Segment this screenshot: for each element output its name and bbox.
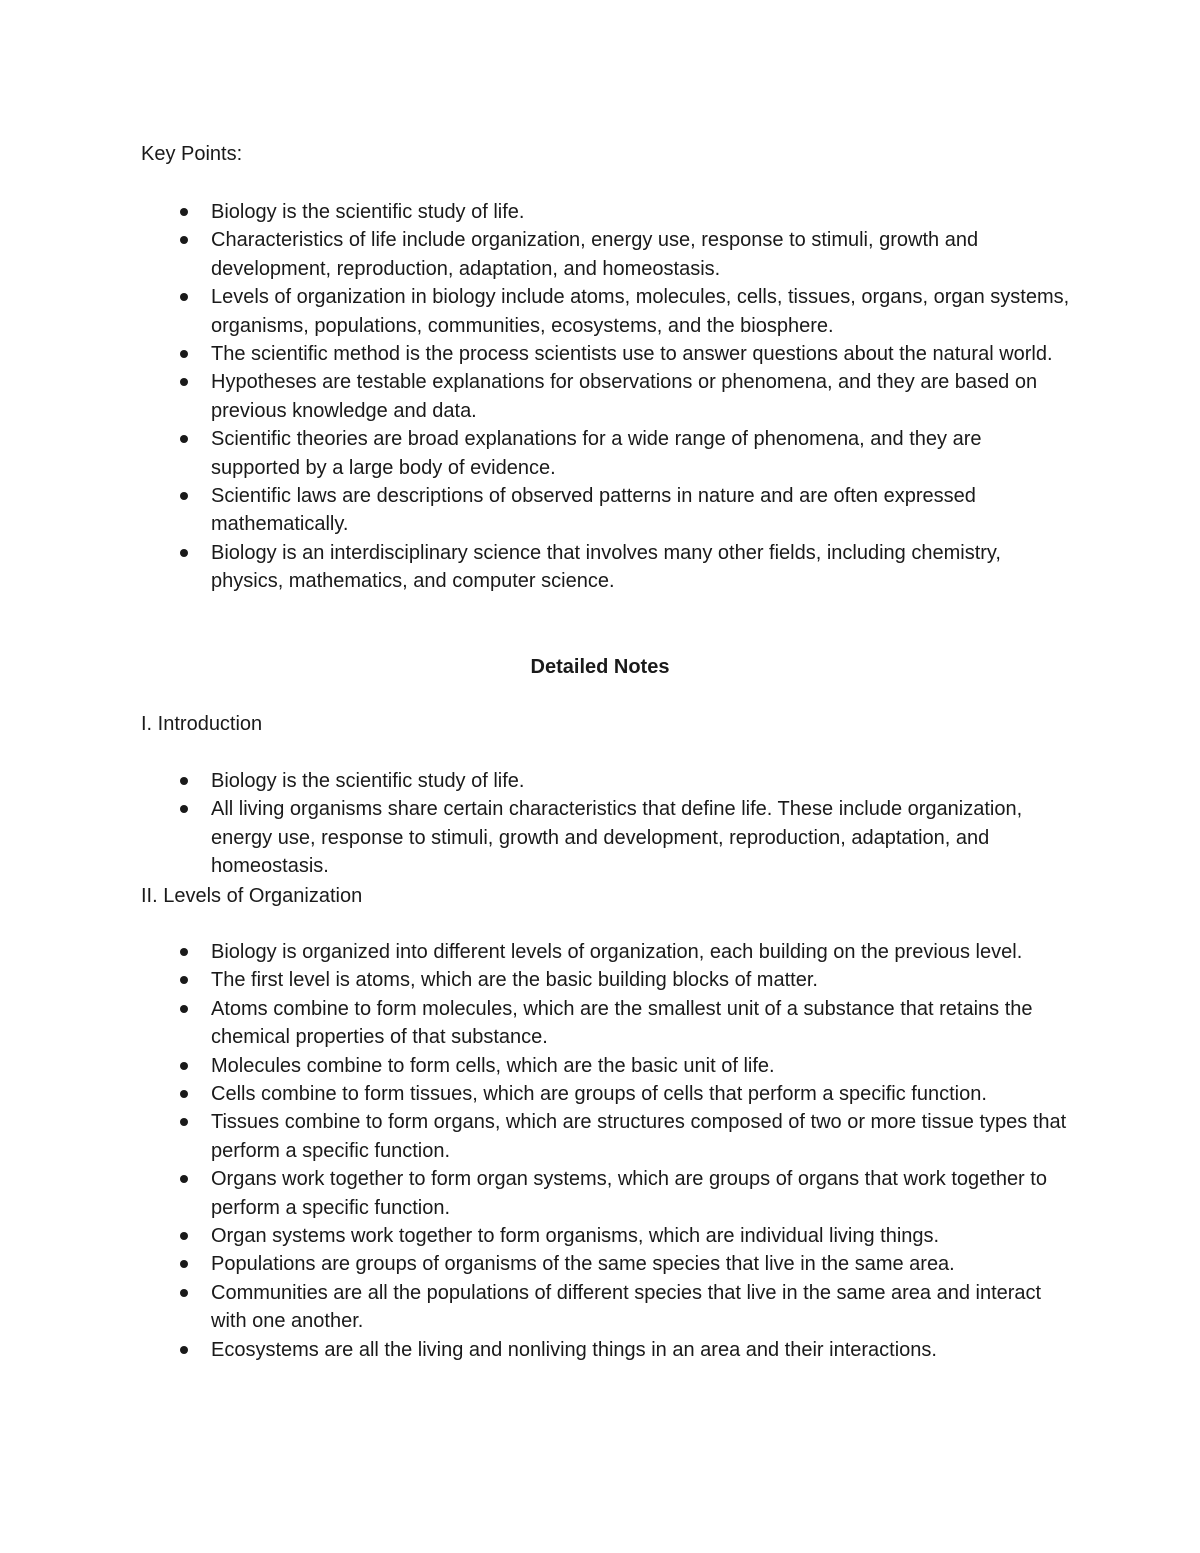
key-points-label: Key Points: [141,143,243,165]
list-item: All living organisms share certain characteristics that define life. These include organization, energy use, response to stimuli, growth and development, reproduction, adaptation, and homeostasis. [0,795,1071,880]
bullet-icon [180,1175,188,1183]
list-item: Cells combine to form tissues, which are groups of cells that perform a specific function. [0,1080,1071,1108]
bullet-icon [180,236,188,244]
bullet-icon [180,492,188,500]
list-item: Ecosystems are all the living and nonliving things in an area and their interactions. [0,1336,1071,1364]
bullet-icon [180,549,188,557]
list-item: Communities are all the populations of different species that live in the same area and interact with one another. [0,1279,1071,1336]
list-item: Tissues combine to form organs, which are structures composed of two or more tissue types that perform a specific function. [0,1108,1071,1165]
list-item: Levels of organization in biology include atoms, molecules, cells, tissues, organs, organ systems, organisms, populations, communities, ecosystems, and the biosphere. [0,283,1071,340]
list-item: Organs work together to form organ systems, which are groups of organs that work together to perform a specific function. [0,1165,1071,1222]
levels-of-organization-list [0,938,1200,1364]
introduction-list [0,767,1200,881]
list-item: The first level is atoms, which are the basic building blocks of matter. [0,966,1071,994]
bullet-icon [180,1346,188,1354]
section-heading-introduction: I. Introduction [141,713,263,735]
list-item: Populations are groups of organisms of the same species that live in the same area. [0,1250,1071,1278]
list-item: Biology is an interdisciplinary science that involves many other fields, including chemistry, physics, mathematics, and computer science. [0,539,1071,596]
bullet-icon [180,350,188,358]
list-item: Scientific laws are descriptions of observed patterns in nature and are often expressed mathematically. [0,482,1071,539]
bullet-icon [180,1289,188,1297]
list-item: Biology is organized into different levels of organization, each building on the previous level. [0,938,1071,966]
list-item: Scientific theories are broad explanations for a wide range of phenomena, and they are supported by a large body of evidence. [0,425,1071,482]
bullet-icon [180,1005,188,1013]
detailed-notes-title: Detailed Notes [530,656,670,678]
bullet-icon [180,208,188,216]
bullet-icon [180,1232,188,1240]
list-item: The scientific method is the process scientists use to answer questions about the natural world. [0,340,1071,368]
list-item: Atoms combine to form molecules, which are the smallest unit of a substance that retains the chemical properties of that substance. [0,995,1071,1052]
list-item: Hypotheses are testable explanations for observations or phenomena, and they are based on previous knowledge and data. [0,368,1071,425]
bullet-icon [180,948,188,956]
list-item: Characteristics of life include organization, energy use, response to stimuli, growth and development, reproduction, adaptation, and homeostasis. [0,226,1071,283]
bullet-icon [180,1260,188,1268]
list-item: Biology is the scientific study of life. [0,767,1071,795]
list-item: Organ systems work together to form organisms, which are individual living things. [0,1222,1071,1250]
list-item: Biology is the scientific study of life. [0,198,1071,226]
bullet-icon [180,1118,188,1126]
bullet-icon [180,435,188,443]
bullet-icon [180,293,188,301]
section-heading-levels-of-organization: II. Levels of Organization [141,885,363,907]
bullet-icon [180,805,188,813]
bullet-icon [180,1062,188,1070]
bullet-icon [180,777,188,785]
bullet-icon [180,1090,188,1098]
bullet-icon [180,976,188,984]
list-item: Molecules combine to form cells, which are the basic unit of life. [0,1052,1071,1080]
bullet-icon [180,378,188,386]
key-points-list [0,198,1200,596]
